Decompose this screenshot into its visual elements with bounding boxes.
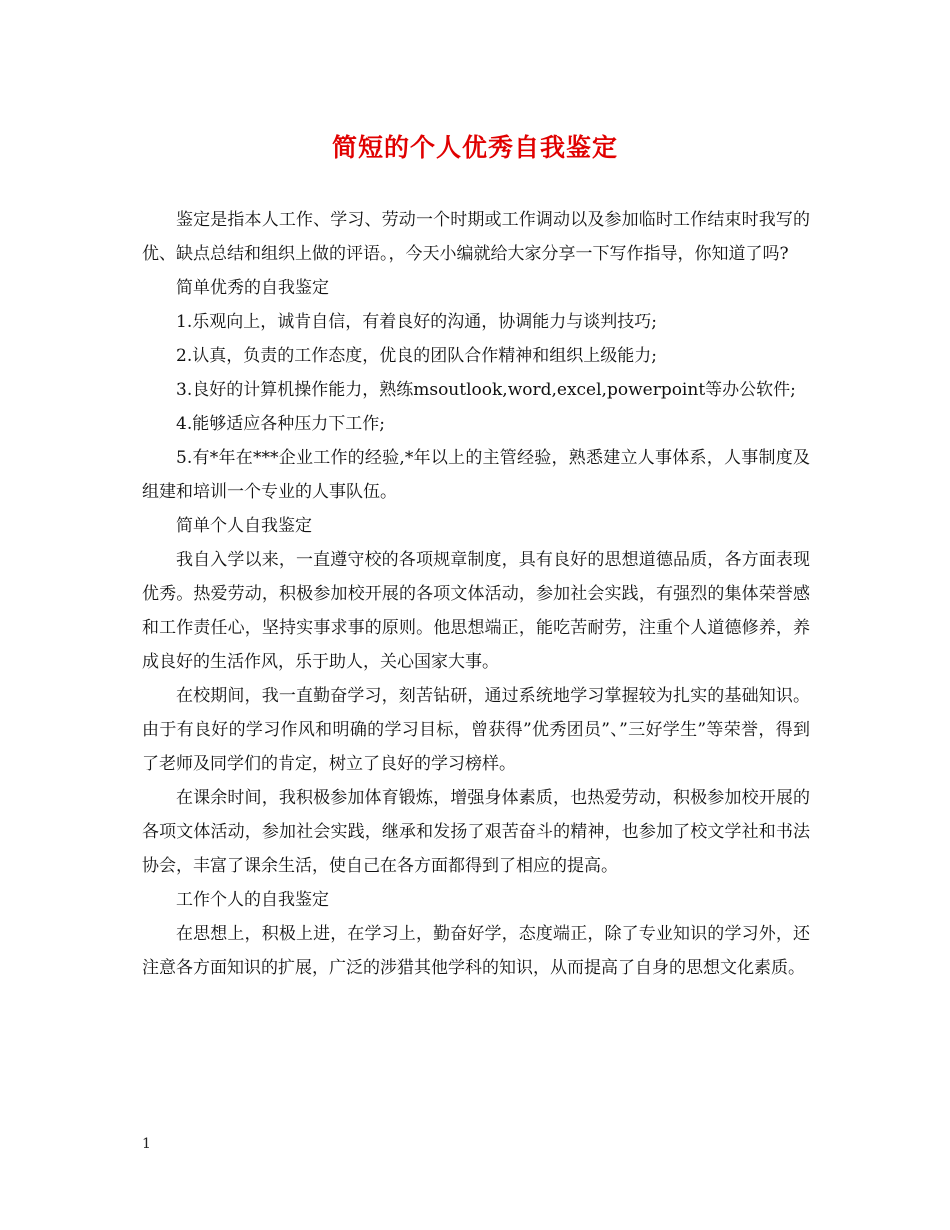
document-title: 简短的个人优秀自我鉴定	[331, 133, 618, 162]
intro-paragraph: 鉴定是指本人工作、学习、劳动一个时期或工作调动以及参加临时工作结束时我写的优、缺点总结和组织上做的评语。，今天小编就给大家分享一下写作指导，你知道了吗?	[142, 210, 810, 264]
page-number: 1	[142, 1136, 151, 1152]
list-item: 1.乐观向上，诚肯自信，有着良好的沟通，协调能力与谈判技巧;	[176, 312, 657, 332]
section-heading-simple-excellent: 简单优秀的自我鉴定	[176, 278, 329, 298]
body-paragraph: 我自入学以来，一直遵守校的各项规章制度，具有良好的思想道德品质，各方面表现优秀。热爱劳动，积极参加校开展的各项文体活动，参加社会实践，有强烈的集体荣誉感和工作责任心，坚持实事求事的原则。他思想端正，能吃苦耐劳，注重个人道德修养，养成良好的生活作风，乐于助人，关心国家大事。	[142, 550, 810, 672]
list-item: 4.能够适应各种压力下工作;	[176, 414, 385, 434]
body-paragraph: 在校期间，我一直勤奋学习，刻苦钻研，通过系统地学习掌握较为扎实的基础知识。由于有良好的学习作风和明确的学习目标，曾获得”优秀团员”、”三好学生”等荣誉，得到了老师及同学们的肯定，树立了良好的学习榜样。	[142, 686, 810, 774]
body-paragraph: 在课余时间，我积极参加体育锻炼，增强身体素质，也热爱劳动，积极参加校开展的各项文体活动，参加社会实践，继承和发扬了艰苦奋斗的精神，也参加了校文学社和书法协会，丰富了课余生活，使自己在各方面都得到了相应的提高。	[142, 788, 810, 876]
section-heading-work-personal: 工作个人的自我鉴定	[176, 890, 329, 910]
document-body	[142, 203, 810, 985]
section-heading-simple-personal: 简单个人自我鉴定	[176, 516, 312, 536]
body-paragraph: 在思想上，积极上进，在学习上，勤奋好学，态度端正，除了专业知识的学习外，还注意各方面知识的扩展，广泛的涉猎其他学科的知识，从而提高了自身的思想文化素质。	[142, 924, 810, 978]
list-item: 3.良好的计算机操作能力，熟练msoutlook,word,excel,powerpoint等办公软件;	[176, 380, 796, 400]
list-item: 5.有*年在***企业工作的经验,*年以上的主管经验，熟悉建立人事体系，人事制度及组建和培训一个专业的人事队伍。	[142, 448, 810, 502]
list-item: 2.认真，负责的工作态度，优良的团队合作精神和组织上级能力;	[176, 346, 657, 366]
